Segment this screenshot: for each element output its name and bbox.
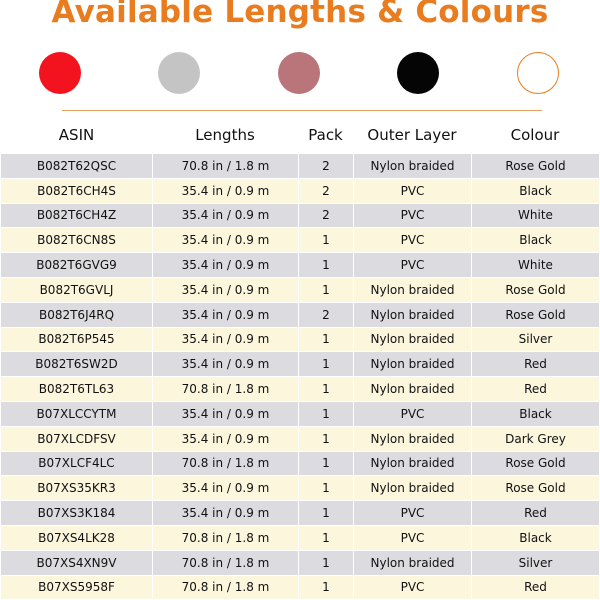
asin-cell: B082T6GVLJ [1,278,152,303]
length-cell: 70.8 in / 1.8 m [152,452,298,477]
outer-layer-cell: PVC [353,526,471,551]
pack-cell: 1 [298,427,353,452]
asin-cell: B07XLCF4LC [1,452,152,477]
pack-cell: 1 [298,402,353,427]
outer-layer-cell: PVC [353,179,471,204]
table-row [1,179,599,204]
pack-cell: 1 [298,377,353,402]
header-colour: Colour [471,121,599,154]
outer-layer-cell: PVC [353,204,471,229]
pack-cell: 2 [298,303,353,328]
outer-layer-cell: Nylon braided [353,551,471,576]
header-lengths: Lengths [152,121,298,154]
pack-cell: 1 [298,352,353,377]
outer-layer-cell: Nylon braided [353,377,471,402]
colour-cell: Dark Grey [471,427,599,452]
table-row [1,154,599,179]
colour-cell: White [471,204,599,229]
table-row [1,352,599,377]
pack-cell: 1 [298,526,353,551]
outer-layer-cell: PVC [353,228,471,253]
colour-cell: Silver [471,328,599,353]
pack-cell: 1 [298,476,353,501]
table-row [1,328,599,353]
length-cell: 35.4 in / 0.9 m [152,204,298,229]
pack-cell: 1 [298,228,353,253]
asin-cell: B07XLCCYTM [1,402,152,427]
outer-layer-cell: PVC [353,402,471,427]
colour-cell: Black [471,402,599,427]
outer-layer-cell: Nylon braided [353,328,471,353]
outer-layer-cell: Nylon braided [353,452,471,477]
length-cell: 70.8 in / 1.8 m [152,576,298,600]
header-pack: Pack [298,121,353,154]
table-row [1,377,599,402]
asin-cell: B07XS4XN9V [1,551,152,576]
colour-swatches [0,52,600,96]
swatch-grey [158,52,200,94]
asin-cell: B082T6J4RQ [1,303,152,328]
pack-cell: 1 [298,551,353,576]
colour-cell: Red [471,352,599,377]
length-cell: 35.4 in / 0.9 m [152,427,298,452]
asin-cell: B082T6GVG9 [1,253,152,278]
colour-cell: Red [471,576,599,600]
pack-cell: 2 [298,179,353,204]
outer-layer-cell: PVC [353,576,471,600]
swatch-black [397,52,439,94]
outer-layer-cell: Nylon braided [353,427,471,452]
colour-cell: Silver [471,551,599,576]
table-row [1,278,599,303]
pack-cell: 2 [298,204,353,229]
outer-layer-cell: Nylon braided [353,278,471,303]
asin-cell: B082T6CN8S [1,228,152,253]
product-table [1,121,599,600]
pack-cell: 1 [298,278,353,303]
table-row [1,303,599,328]
colour-cell: Rose Gold [471,452,599,477]
asin-cell: B082T6SW2D [1,352,152,377]
length-cell: 70.8 in / 1.8 m [152,154,298,179]
table-row [1,501,599,526]
table-row [1,253,599,278]
asin-cell: B082T62QSC [1,154,152,179]
length-cell: 35.4 in / 0.9 m [152,352,298,377]
colour-cell: Red [471,501,599,526]
pack-cell: 1 [298,501,353,526]
table-row [1,526,599,551]
length-cell: 35.4 in / 0.9 m [152,253,298,278]
outer-layer-cell: Nylon braided [353,352,471,377]
asin-cell: B082T6CH4S [1,179,152,204]
page-title: Available Lengths & Colours [51,0,549,30]
divider-rule [62,110,542,111]
table-row [1,452,599,477]
length-cell: 35.4 in / 0.9 m [152,328,298,353]
pack-cell: 1 [298,576,353,600]
colour-cell: Rose Gold [471,303,599,328]
length-cell: 35.4 in / 0.9 m [152,228,298,253]
asin-cell: B082T6TL63 [1,377,152,402]
asin-cell: B07XS3K184 [1,501,152,526]
colour-cell: Black [471,228,599,253]
table-row [1,476,599,501]
pack-cell: 1 [298,253,353,278]
colour-cell: Black [471,179,599,204]
table-row [1,551,599,576]
pack-cell: 1 [298,328,353,353]
colour-cell: Rose Gold [471,476,599,501]
table-row [1,228,599,253]
asin-cell: B082T6CH4Z [1,204,152,229]
length-cell: 35.4 in / 0.9 m [152,278,298,303]
length-cell: 70.8 in / 1.8 m [152,377,298,402]
header-outer-layer: Outer Layer [353,121,471,154]
outer-layer-cell: PVC [353,501,471,526]
asin-cell: B07XS4LK28 [1,526,152,551]
swatch-red [39,52,81,94]
pack-cell: 1 [298,452,353,477]
swatch-white [517,52,559,94]
table-body [1,154,599,600]
colour-cell: Rose Gold [471,154,599,179]
asin-cell: B07XS35KR3 [1,476,152,501]
table-row [1,576,599,600]
length-cell: 35.4 in / 0.9 m [152,501,298,526]
swatch-rose-gold [278,52,320,94]
length-cell: 35.4 in / 0.9 m [152,402,298,427]
outer-layer-cell: PVC [353,253,471,278]
outer-layer-cell: Nylon braided [353,476,471,501]
length-cell: 70.8 in / 1.8 m [152,526,298,551]
colour-cell: White [471,253,599,278]
table-header-row [1,121,599,154]
colour-cell: Rose Gold [471,278,599,303]
length-cell: 35.4 in / 0.9 m [152,303,298,328]
header-asin: ASIN [1,121,152,154]
asin-cell: B07XS5958F [1,576,152,600]
pack-cell: 2 [298,154,353,179]
length-cell: 35.4 in / 0.9 m [152,179,298,204]
colour-cell: Red [471,377,599,402]
outer-layer-cell: Nylon braided [353,154,471,179]
asin-cell: B07XLCDFSV [1,427,152,452]
table-row [1,427,599,452]
length-cell: 70.8 in / 1.8 m [152,551,298,576]
colour-cell: Black [471,526,599,551]
table-row [1,204,599,229]
length-cell: 35.4 in / 0.9 m [152,476,298,501]
table-row [1,402,599,427]
asin-cell: B082T6P545 [1,328,152,353]
outer-layer-cell: Nylon braided [353,303,471,328]
